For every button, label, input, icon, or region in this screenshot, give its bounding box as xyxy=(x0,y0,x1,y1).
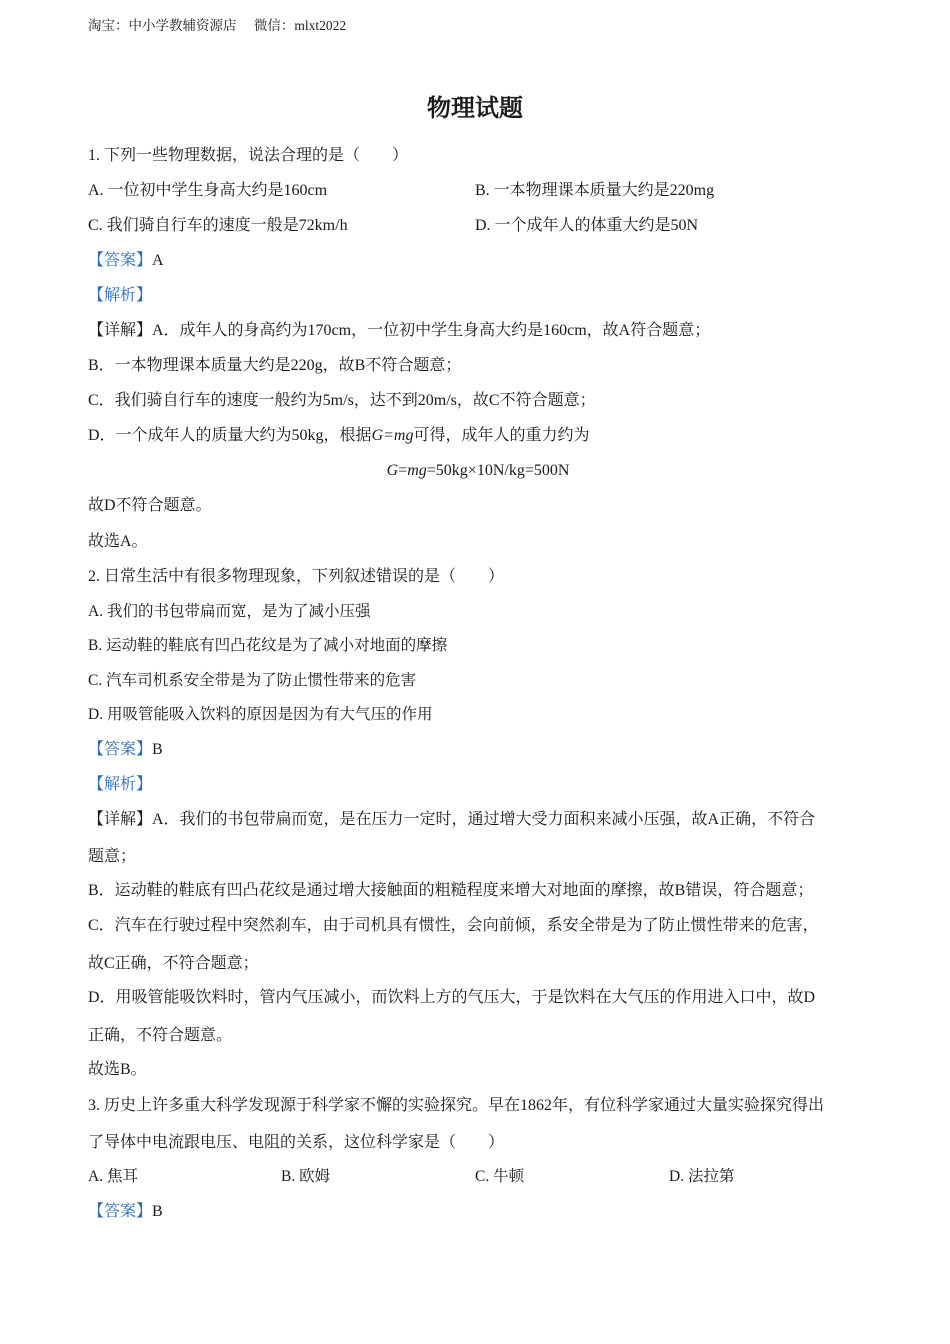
header-shop: 淘宝：中小学教辅资源店 xyxy=(88,18,237,33)
q1-detail-2: B．一本物理课本质量大约是220g，故B不符合题意； xyxy=(88,357,462,374)
q3-stem-2: 了导体中电流跟电压、电阻的关系，这位科学家是（ ） xyxy=(88,1134,505,1151)
answer-value: B xyxy=(152,1203,163,1220)
q1-detail-4 xyxy=(88,426,589,446)
q2-answer xyxy=(88,740,163,760)
page-header xyxy=(88,14,360,34)
q1-detail-5: 故D不符合题意。 xyxy=(88,497,212,514)
q3-stem-1: 3. 历史上许多重大科学发现源于科学家不懈的实验探究。早在1862年，有位科学家通过大量实验探究得出 xyxy=(88,1097,825,1114)
q1-detail-3: C．我们骑自行车的速度一般约为5m/s，达不到20m/s，故C不符合题意； xyxy=(88,392,596,409)
q1-option-d: D. 一个成年人的体重大约是50N xyxy=(475,217,699,234)
detail-text: 可得，成年人的重力约为 xyxy=(413,427,590,444)
answer-tag: 【答案】 xyxy=(88,1203,153,1220)
header-wechat: 微信：mlxt2022 xyxy=(253,18,347,33)
q1-answer xyxy=(88,251,164,271)
q3-option-a: A. 焦耳 xyxy=(88,1168,138,1185)
q2-analysis-tag: 【解析】 xyxy=(88,776,153,793)
detail-text: D．一个成年人的质量大约为50kg，根据 xyxy=(88,427,372,444)
q1-choose: 故选A。 xyxy=(88,533,148,550)
formula-inline: G=mg xyxy=(371,427,414,444)
q1-analysis-tag: 【解析】 xyxy=(88,287,153,304)
q2-option-a: A. 我们的书包带扁而宽，是为了减小压强 xyxy=(88,603,371,620)
answer-tag: 【答案】 xyxy=(88,741,153,758)
q2-detail-4: D．用吸管能吸饮料时，管内气压减小，而饮料上方的气压大，于是饮料在大气压的作用进入口中，故D xyxy=(88,989,816,1006)
q1-option-a: A. 一位初中学生身高大约是160cm xyxy=(88,182,328,199)
q2-detail-3: C．汽车在行驶过程中突然刹车，由于司机具有惯性，会向前倾，系安全带是为了防止惯性带来的危害， xyxy=(88,917,819,934)
answer-value: B xyxy=(152,741,163,758)
page-title: 物理试题 xyxy=(427,93,523,122)
q1-option-b: B. 一本物理课本质量大约是220mg xyxy=(475,182,715,199)
q3-option-b: B. 欧姆 xyxy=(281,1168,331,1185)
q2-detail-4b: 正确，不符合题意。 xyxy=(88,1027,233,1044)
q3-option-d: D. 法拉第 xyxy=(669,1168,735,1185)
q2-detail-1b: 题意； xyxy=(88,848,137,865)
q1-option-c: C. 我们骑自行车的速度一般是72km/h xyxy=(88,217,348,234)
q3-answer xyxy=(88,1202,163,1222)
q1-stem: 1. 下列一些物理数据，说法合理的是（ ） xyxy=(88,147,409,164)
q2-option-d: D. 用吸管能吸入饮料的原因是因为有大气压的作用 xyxy=(88,706,433,723)
formula-rest: =50kg×10N/kg=500N xyxy=(426,462,570,479)
q3-option-c: C. 牛顿 xyxy=(475,1168,525,1185)
answer-tag: 【答案】 xyxy=(88,252,153,269)
q2-detail-2: B．运动鞋的鞋底有凹凸花纹是通过增大接触面的粗糙程度来增大对地面的摩擦，故B错误，符合题意； xyxy=(88,882,814,899)
q2-option-c: C. 汽车司机系安全带是为了防止惯性带来的危害 xyxy=(88,672,417,689)
formula-mg: mg xyxy=(407,462,427,479)
q1-formula xyxy=(88,461,868,481)
formula-eq: = xyxy=(398,462,408,479)
q2-choose: 故选B。 xyxy=(88,1061,147,1078)
answer-value: A xyxy=(152,252,164,269)
q2-stem: 2. 日常生活中有很多物理现象，下列叙述错误的是（ ） xyxy=(88,568,505,585)
q2-detail-1: 【详解】A．我们的书包带扁而宽，是在压力一定时，通过增大受力面积来减小压强，故A正确，不符合 xyxy=(88,811,816,828)
formula-g: G xyxy=(386,462,399,479)
q2-option-b: B. 运动鞋的鞋底有凹凸花纹是为了减小对地面的摩擦 xyxy=(88,637,448,654)
q1-detail-1: 【详解】A．成年人的身高约为170cm，一位初中学生身高大约是160cm，故A符合题意； xyxy=(88,322,711,339)
q2-detail-3b: 故C正确，不符合题意； xyxy=(88,955,259,972)
